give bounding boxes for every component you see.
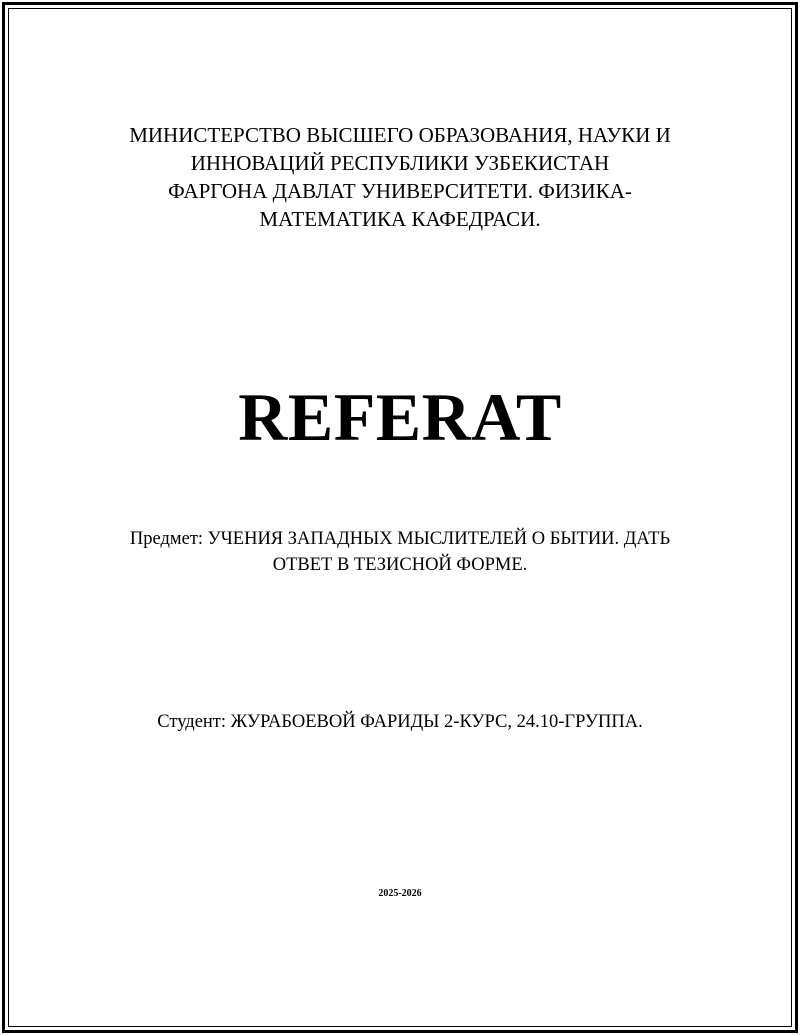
- header-line: ИННОВАЦИЙ РЕСПУБЛИКИ УЗБЕКИСТАН: [190, 151, 610, 175]
- ministry-header: [0, 121, 800, 233]
- subject-line: ОТВЕТ В ТЕЗИСНОЙ ФОРМЕ.: [272, 555, 528, 575]
- academic-year: 2025-2026: [378, 888, 422, 899]
- document-title: REFERAT: [238, 379, 562, 455]
- header-line: МИНИСТЕРСТВО ВЫСШЕГО ОБРАЗОВАНИЯ, НАУКИ И: [129, 123, 671, 147]
- subject-line: Предмет: УЧЕНИЯ ЗАПАДНЫХ МЫСЛИТЕЛЕЙ О БЫТИИ. ДАТЬ: [129, 529, 671, 549]
- student-line: Студент: ЖУРАБОЕВОЙ ФАРИДЫ 2-КУРС, 24.10-ГРУППА.: [157, 712, 643, 732]
- subject-block: [0, 526, 800, 578]
- header-line: ФАРГОНА ДАВЛАТ УНИВЕРСИТЕТИ. ФИЗИКА-: [168, 179, 632, 203]
- header-line: МАТЕМАТИКА КАФЕДРАСИ.: [259, 207, 541, 231]
